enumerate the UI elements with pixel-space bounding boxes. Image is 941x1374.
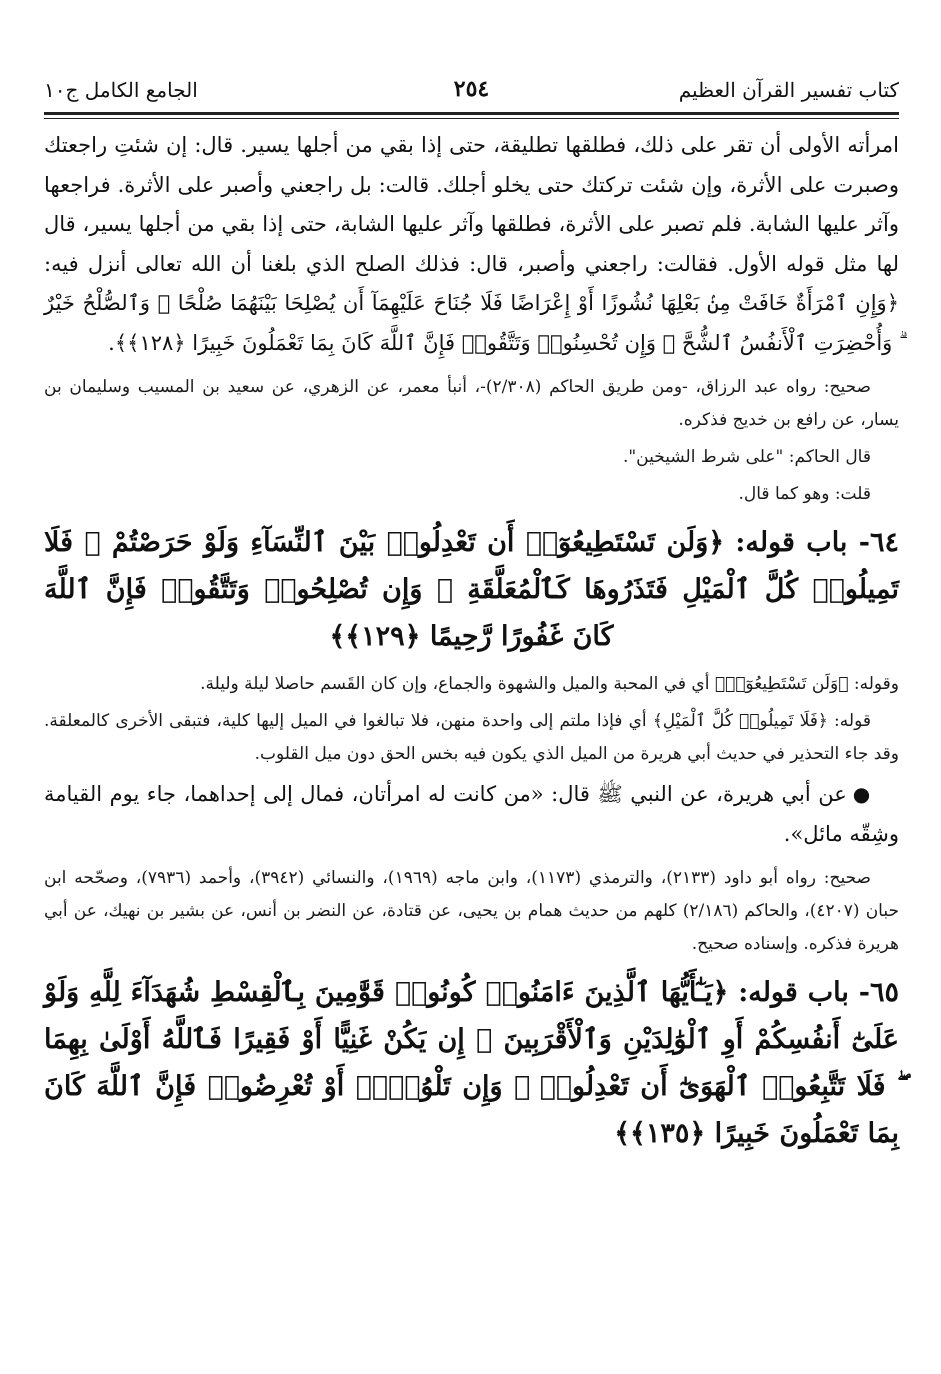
hadith-takhrij: صحيح: رواه أبو داود (٢١٣٣)، والترمذي (١١٧٣)، وابن ماجه (١٩٦٩)، والنسائي (٣٩٤٢)، وأحمد (٧٩٣٦)، وصحّحه ابن حبان (٤٢٠٧)، والحاكم (٢/١٨٦) كلهم من حديث همام بن يحيى، عن قتادة، عن النضر بن أنس، عن بشير بن نهيك، عن أبي هريرة فذكره. وإسناده صحيح.	[44, 868, 900, 954]
takhrij-note: صحيح: رواه عبد الرزاق، -ومن طريق الحاكم (٢/٣٠٨)-، أنبأ معمر، عن الزهري، عن سعيد بن المسيب وسليمان بن يسار، عن رافع بن خديج فذكره.	[44, 377, 899, 430]
main-paragraph: امرأته الأولى أن تقر على ذلك، فطلقها تطليقة، حتى إذا بقي من أجلها يسير. قال: إن شئتِ راجعتك وصبرت على الأثرة، وإن شئت تركتك حتى يخلو أجلك. قالت: بل راجعني وأصبر على الأثرة. فراجعها وآثر عليها الشابة. فلم تصبر على الأثرة، فطلقها وآثر عليها الشابة، حتى إذا بقي من أجلها يسير، قال لها مثل قوله الأول. فقالت: راجعني وأصبر، قال: فذلك الصلح الذي بلغنا أن الله تعالى أنزل فيه: ﴿وَإِنِ ٱمْرَأَةٌ خَافَتْ مِنۢ بَعْلِهَا نُشُوزًا أَوْ إِعْرَاضًا فَلَا جُنَاحَ عَلَيْهِمَآ أَن يُصْلِحَا بَيْنَهُمَا صُلْحًا ۚ وَٱلصُّلْحُ خَيْرٌ ۗ وَأُحْضِرَتِ ٱلْأَنفُسُ ٱلشُّحَّ ۚ وَإِن تُحْسِنُوا۟ وَتَتَّقُوا۟ فَإِنَّ ٱللَّهَ كَانَ بِمَا تَعْمَلُونَ خَبِيرًا ﴿١٢٨﴾﴾.	[44, 133, 899, 355]
hakim-note: قال الحاكم: "على شرط الشيخين".	[622, 447, 871, 467]
chapter-65-heading: ٦٥- باب قوله: ﴿يَـٰٓأَيُّهَا ٱلَّذِينَ ءَامَنُوا۟ كُونُوا۟ قَوَّٰمِينَ بِٱلْقِسْطِ شُهَدَآءَ لِلَّهِ وَلَوْ عَلَىٰٓ أَنفُسِكُمْ أَوِ ٱلْوَٰلِدَيْنِ وَٱلْأَقْرَبِينَ ۚ إِن يَكُنْ غَنِيًّا أَوْ فَقِيرًا فَٱللَّهُ أَوْلَىٰ بِهِمَا ۖ فَلَا تَتَّبِعُوا۟ ٱلْهَوَىٰٓ أَن تَعْدِلُوا۟ ۚ وَإِن تَلْوُۥٓا۟ أَوْ تُعْرِضُوا۟ فَإِنَّ ٱللَّهَ كَانَ بِمَا تَعْمَلُونَ خَبِيرًا ﴿١٣٥﴾﴾	[44, 977, 899, 1149]
chapter-64-heading: ٦٤- باب قوله: ﴿وَلَن تَسْتَطِيعُوٓا۟ أَن تَعْدِلُوا۟ بَيْنَ ٱلنِّسَآءِ وَلَوْ حَرَصْتُمْ ۖ فَلَا تَمِيلُوا۟ كُلَّ ٱلْمَيْلِ فَتَذَرُوهَا كَٱلْمُعَلَّقَةِ ۚ وَإِن تُصْلِحُوا۟ وَتَتَّقُوا۟ فَإِنَّ ٱللَّهَ كَانَ غَفُورًا رَّحِيمًا ﴿١٢٩﴾﴾	[44, 527, 899, 652]
page-header	[44, 60, 899, 112]
header-rule	[44, 112, 899, 119]
book-title: كتاب تفسير القرآن العظيم	[678, 78, 899, 102]
hadith-text: عن أبي هريرة، عن النبي ﷺ قال: «من كانت له امرأتان، فمال إلى إحداهما، جاء يوم القيامة وشِقّه مائل».	[44, 782, 899, 846]
collection-title: الجامع الكامل ج١٠	[44, 78, 198, 102]
commentary-paragraph-1: وقوله: ﴿وَلَن تَسْتَطِيعُوٓا۟﴾ أي في المحبة والميل والشهوة والجماع، وإن كان القَسم حاصلا ليلة وليلة.	[200, 674, 899, 694]
hadith-paragraph	[44, 775, 899, 854]
author-note: قلت: وهو كما قال.	[738, 484, 871, 504]
bullet-icon: ●	[852, 782, 871, 806]
commentary-paragraph-2: قوله: ﴿فَلَا تَمِيلُوا۟ كُلَّ ٱلْمَيْلِ﴾ أي فإذا ملتم إلى واحدة منهن، فلا تبالغوا في الميل إليها كلية، فتبقى الأخرى كالمعلقة. وقد جاء التحذير في حديث أبي هريرة من الميل الذي يكون فيه بخس الحق دون ميل القلوب.	[44, 711, 899, 764]
page-number: ٢٥٤	[453, 76, 490, 102]
page-body	[44, 126, 899, 1157]
